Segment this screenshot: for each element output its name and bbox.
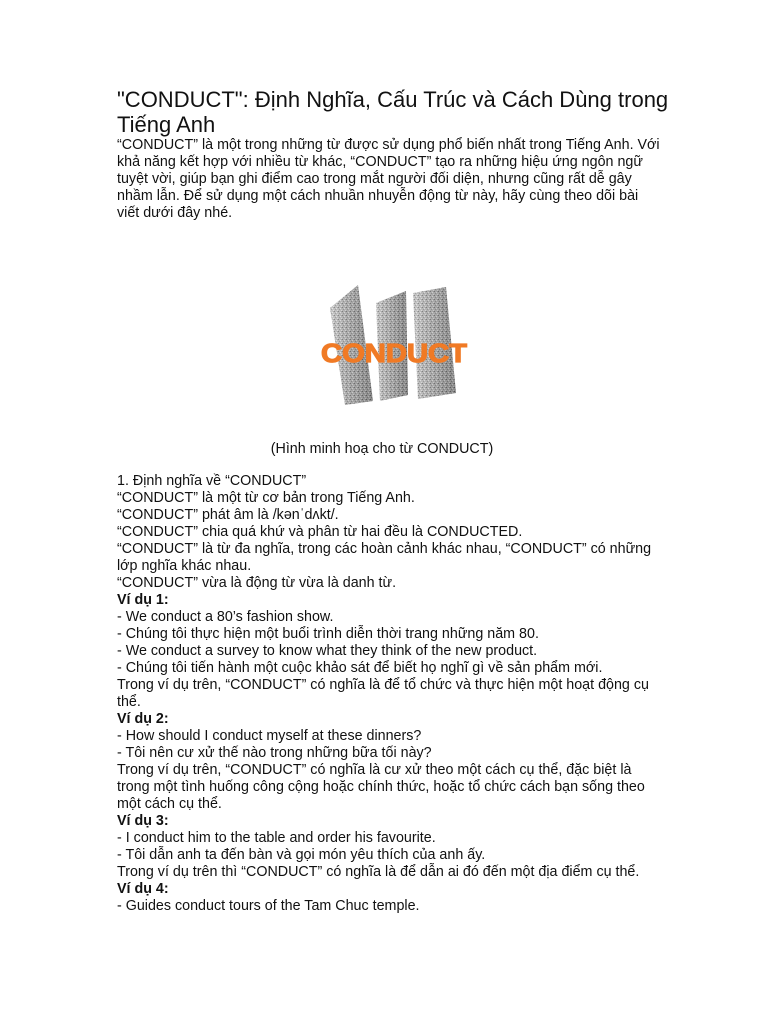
example-line: - Tôi dẫn anh ta đến bàn và gọi món yêu thích của anh ấy.: [117, 847, 486, 863]
example-explanation: Trong ví dụ trên, “CONDUCT” có nghĩa là để tổ chức và thực hiện một hoạt động cụ thể.: [117, 677, 649, 710]
example-label: Ví dụ 2:: [117, 711, 169, 727]
section-heading-definition: 1. Định nghĩa về “CONDUCT”: [117, 473, 307, 489]
example-label: Ví dụ 4:: [117, 881, 169, 897]
example-line: - We conduct a 80’s fashion show.: [117, 609, 334, 625]
example-explanation: Trong ví dụ trên thì “CONDUCT” có nghĩa là để dẫn ai đó đến một địa điểm cụ thể.: [117, 864, 640, 880]
intro-paragraph: “CONDUCT” là một trong những từ được sử dụng phổ biến nhất trong Tiếng Anh. Với khả năng kết hợp với nhiều từ khác, “CONDUCT” tạo ra những hiệu ứng ngôn ngữ tuyệt vời, giúp bạn ghi điểm cao trong mắt người đối diện, nhưng cũng rất dễ gây nhầm lẫn. Để sử dụng một cách nhuần nhuyễn động từ này, hãy cùng theo dõi bài viết dưới đây nhé.: [117, 137, 660, 221]
example-line: - Chúng tôi tiến hành một cuộc khảo sát để biết họ nghĩ gì về sản phẩm mới.: [117, 660, 603, 676]
example-explanation: Trong ví dụ trên, “CONDUCT” có nghĩa là cư xử theo một cách cụ thể, đặc biệt là trong một tình huống công cộng hoặc chính thức, hoặc tổ chức cách bạn sống theo một cách cụ thể.: [117, 762, 645, 812]
definition-line: “CONDUCT” phát âm là /kənˈdʌkt/.: [117, 507, 339, 523]
conduct-illustration: [318, 283, 470, 408]
example-line: - Tôi nên cư xử thế nào trong những bữa tối này?: [117, 745, 432, 761]
definition-line: “CONDUCT” chia quá khứ và phân từ hai đều là CONDUCTED.: [117, 524, 523, 540]
example-line: - We conduct a survey to know what they think of the new product.: [117, 643, 538, 659]
article-title: "CONDUCT": Định Nghĩa, Cấu Trúc và Cách Dùng trong Tiếng Anh: [117, 87, 669, 137]
example-line: - I conduct him to the table and order his favourite.: [117, 830, 436, 846]
example-label: Ví dụ 3:: [117, 813, 169, 829]
conduct-logo-image: [318, 283, 470, 408]
definition-line: “CONDUCT” là một từ cơ bản trong Tiếng Anh.: [117, 490, 415, 506]
definition-line: “CONDUCT” vừa là động từ vừa là danh từ.: [117, 575, 397, 591]
example-line: - How should I conduct myself at these dinners?: [117, 728, 422, 744]
definition-line: “CONDUCT” là từ đa nghĩa, trong các hoàn cảnh khác nhau, “CONDUCT” có những lớp nghĩa khác nhau.: [117, 541, 652, 574]
example-line: - Chúng tôi thực hiện một buổi trình diễn thời trang những năm 80.: [117, 626, 539, 642]
example-line: - Guides conduct tours of the Tam Chuc temple.: [117, 898, 420, 914]
example-label: Ví dụ 1:: [117, 592, 169, 608]
logo-wordmark: CONDUCT: [321, 338, 468, 368]
figure-caption: (Hình minh hoạ cho từ CONDUCT): [270, 441, 494, 457]
article-body: [117, 473, 662, 915]
